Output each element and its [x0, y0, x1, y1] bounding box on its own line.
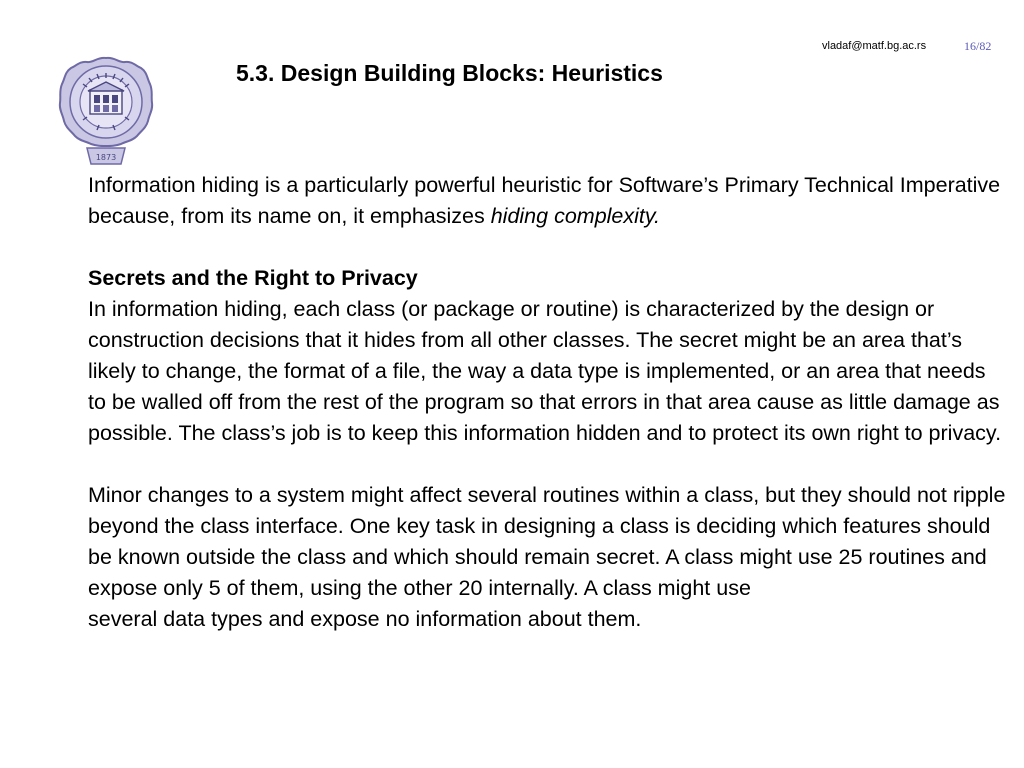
slide-title: 5.3. Design Building Blocks: Heuristics	[236, 60, 663, 86]
intro-paragraph	[88, 170, 1008, 232]
minor-changes-paragraph	[88, 480, 1008, 635]
minor-changes-text: Minor changes to a system might affect several routines within a class, but they should not ripple beyond the class interface. One key task in designing a class is deciding which features should be known outside the class and which should remain secret. A class might use 25 routines and expose only 5 of them, using the other 20 internally. A class might use	[88, 483, 1006, 600]
section-heading: Secrets and the Right to Privacy	[88, 266, 418, 290]
intro-text: Information hiding is a particularly powerful heuristic for Software’s Primary Technical Imperative because, from its name on, it emphasizes	[88, 173, 1001, 228]
seal-year: 1873	[95, 153, 117, 162]
minor-changes-last-line: several data types and expose no information about them.	[88, 607, 642, 631]
slide-body	[88, 170, 1008, 635]
page-number: 16/82	[964, 39, 992, 53]
secrets-paragraph: In information hiding, each class (or package or routine) is characterized by the design or construction decisions that it hides from all other classes. The secret might be an area that’s likely to change, the format of a file, the way a data type is implemented, or an area that needs to be walled off from the rest of the program so that errors in that area cause as little damage as possible. The class’s job is to keep this information hidden and to protect its own right to privacy.	[88, 297, 1002, 445]
intro-emphasis: hiding complexity.	[490, 204, 661, 228]
university-seal-icon	[57, 54, 155, 166]
author-email: vladaf@matf.bg.ac.rs	[822, 40, 927, 52]
